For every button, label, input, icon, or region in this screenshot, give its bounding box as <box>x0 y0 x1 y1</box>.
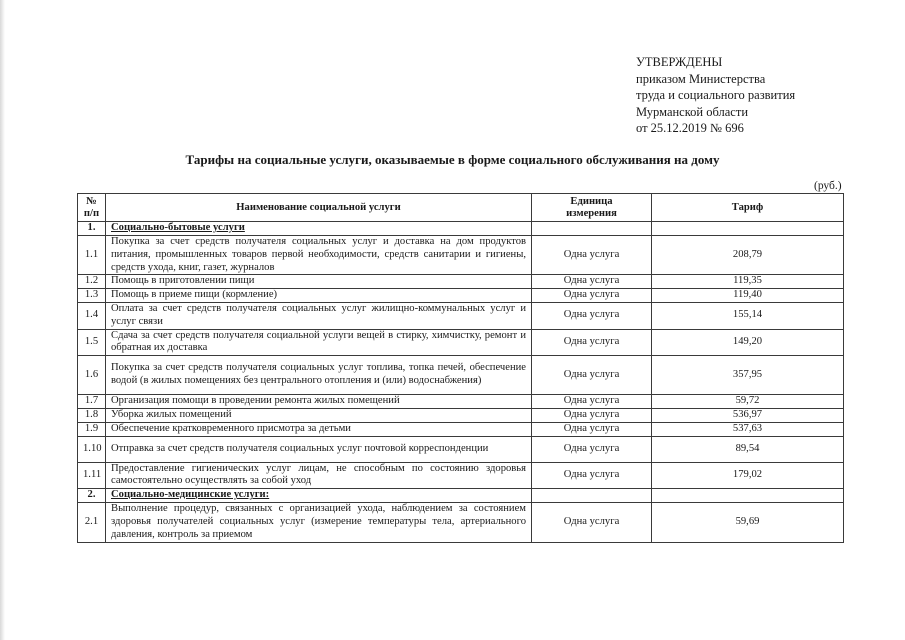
row-num: 1.6 <box>78 356 106 395</box>
section-num: 1. <box>78 222 106 236</box>
table-row <box>78 422 844 436</box>
approval-line: от 25.12.2019 № 696 <box>636 121 744 135</box>
section-name: Социально-медицинские услуги: <box>106 489 532 503</box>
row-num: 2.1 <box>78 503 106 542</box>
table-row <box>78 236 844 275</box>
row-unit: Одна услуга <box>532 503 652 542</box>
row-name: Отправка за счет средств получателя социальных услуг почтовой корреспонденции <box>106 436 532 462</box>
row-tariff: 536,97 <box>652 408 844 422</box>
row-name: Выполнение процедур, связанных с организацией ухода, наблюдением за состоянием здоровья получателей социальных услуг (измерение температуры тела, артериального давления, контроль за приемом <box>106 503 532 542</box>
row-tariff: 119,35 <box>652 275 844 289</box>
row-num: 1.7 <box>78 395 106 409</box>
header-name: Наименование социальной услуги <box>106 194 532 222</box>
row-tariff: 357,95 <box>652 356 844 395</box>
table-row <box>78 289 844 303</box>
table-row <box>78 503 844 542</box>
header-unit-line2: измерения <box>566 207 617 219</box>
section-unit-empty <box>532 222 652 236</box>
table-header-row <box>78 194 844 222</box>
table-row <box>78 436 844 462</box>
row-num: 1.8 <box>78 408 106 422</box>
table-row <box>78 462 844 489</box>
approval-line: Мурманской области <box>636 104 749 119</box>
row-name: Оплата за счет средств получателя социальных услуг жилищно-коммунальных услуг и услуг связи <box>106 302 532 329</box>
row-tariff: 59,69 <box>652 503 844 542</box>
scan-edge-shadow <box>0 0 5 640</box>
table-row <box>78 408 844 422</box>
row-name: Покупка за счет средств получателя социальных услуг и доставка на дом продуктов питания, промышленных товаров первой необходимости, средств санитарии и гигиены, средств ухода, книг, газет, журналов <box>106 236 532 275</box>
table-row <box>78 395 844 409</box>
section-row <box>78 222 844 236</box>
row-tariff: 149,20 <box>652 329 844 356</box>
row-unit: Одна услуга <box>532 436 652 462</box>
header-num <box>78 194 106 222</box>
row-num: 1.11 <box>78 462 106 489</box>
row-tariff: 155,14 <box>652 302 844 329</box>
table-row <box>78 302 844 329</box>
row-name: Покупка за счет средств получателя социальных услуг топлива, топка печей, обеспечение водой (в жилых помещениях без центрального отопления и (или) водоснабжения) <box>106 356 532 395</box>
section-tariff-empty <box>652 489 844 503</box>
header-tariff: Тариф <box>652 194 844 222</box>
row-num: 1.3 <box>78 289 106 303</box>
row-name: Предоставление гигиенических услуг лицам, не способным по состоянию здоровья самостоятельно осуществлять за собой уход <box>106 462 532 489</box>
approval-line: труда и социального развития <box>636 88 796 102</box>
row-tariff: 537,63 <box>652 422 844 436</box>
row-tariff: 59,72 <box>652 395 844 409</box>
row-unit: Одна услуга <box>532 408 652 422</box>
row-num: 1.4 <box>78 302 106 329</box>
row-unit: Одна услуга <box>532 462 652 489</box>
table-row <box>78 275 844 289</box>
header-unit-line1: Единица <box>570 195 613 207</box>
row-unit: Одна услуга <box>532 302 652 329</box>
row-unit: Одна услуга <box>532 395 652 409</box>
table-row <box>78 329 844 356</box>
row-name: Сдача за счет средств получателя социальной услуги вещей в стирку, химчистку, ремонт и обратная их доставка <box>106 329 532 356</box>
currency-note: (руб.) <box>814 180 842 192</box>
row-num: 1.5 <box>78 329 106 356</box>
row-num: 1.2 <box>78 275 106 289</box>
row-num: 1.9 <box>78 422 106 436</box>
row-tariff: 179,02 <box>652 462 844 489</box>
row-num: 1.1 <box>78 236 106 275</box>
row-unit: Одна услуга <box>532 356 652 395</box>
row-unit: Одна услуга <box>532 236 652 275</box>
section-unit-empty <box>532 489 652 503</box>
row-unit: Одна услуга <box>532 289 652 303</box>
approval-stamp <box>636 54 795 137</box>
row-tariff: 89,54 <box>652 436 844 462</box>
row-tariff: 208,79 <box>652 236 844 275</box>
row-name: Помощь в приготовлении пищи <box>106 275 532 289</box>
row-unit: Одна услуга <box>532 275 652 289</box>
row-name: Обеспечение кратковременного присмотра за детьми <box>106 422 532 436</box>
row-unit: Одна услуга <box>532 422 652 436</box>
section-num: 2. <box>78 489 106 503</box>
header-num-line2: п/п <box>83 207 100 219</box>
document-title: Тарифы на социальные услуги, оказываемые в форме социального обслуживания на дому <box>185 152 720 167</box>
header-unit <box>532 194 652 222</box>
row-unit: Одна услуга <box>532 329 652 356</box>
table-row <box>78 356 844 395</box>
section-row <box>78 489 844 503</box>
header-num-line1: № <box>86 195 97 207</box>
approval-line: УТВЕРЖДЕНЫ <box>636 55 723 69</box>
tariff-table <box>77 193 844 543</box>
row-num: 1.10 <box>78 436 106 462</box>
row-tariff: 119,40 <box>652 289 844 303</box>
section-name: Социально-бытовые услуги <box>106 222 532 236</box>
section-tariff-empty <box>652 222 844 236</box>
row-name: Помощь в приеме пищи (кормление) <box>106 289 532 303</box>
approval-line: приказом Министерства <box>636 71 766 86</box>
row-name: Уборка жилых помещений <box>106 408 532 422</box>
row-name: Организация помощи в проведении ремонта жилых помещений <box>106 395 532 409</box>
